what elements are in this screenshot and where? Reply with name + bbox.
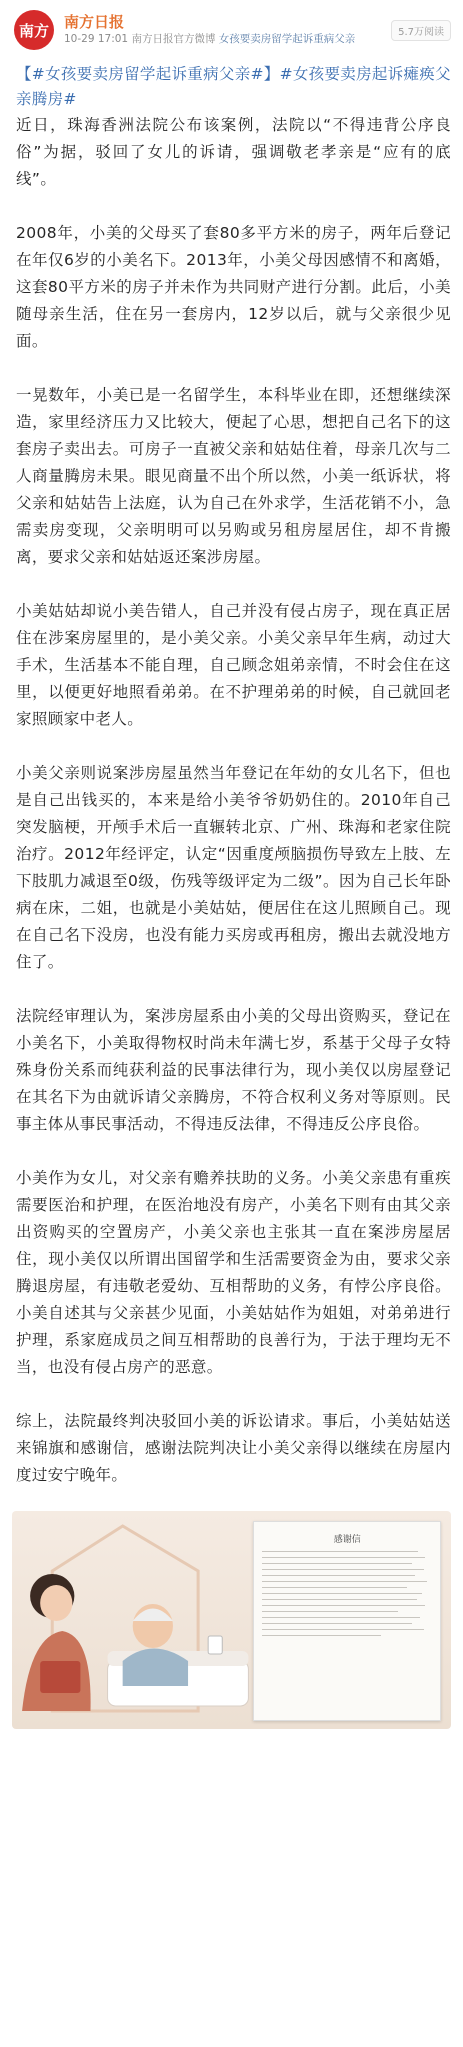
illustration-image [12,1511,253,1729]
post-body [0,62,463,1489]
paragraph-court-ruling: 法院经审理认为，案涉房屋系由小美的父母出资购买，登记在小美名下，小美取得物权时尚未年满七岁，系基于父母子女特殊身份关系而纯获利益的民事法律行为，现小美仅以房屋登记在其名下为由就诉请父亲腾房，不符合权利义务对等原则。民事主体从事民事活动，不得违反法律，不得违反公序良俗。 [16,1007,451,1133]
hashtag-line[interactable]: 【#女孩要卖房留学起诉重病父亲#】#女孩要卖房起诉瘫痪父亲腾房# [16,65,451,108]
paragraph-father: 小美父亲则说案涉房屋虽然当年登记在年幼的女儿名下，但也是自己出钱买的，本来是给小美爷爷奶奶住的。2010年自己突发脑梗，开颅手术后一直辗转北京、广州、珠海和老家住院治疗。2012年经评定，认定“因重度颅脑损伤导致左上肢、左下肢肌力减退至0级，伤残等级评定为二级”。因为自己长年卧病在床，二姐，也就是小美姑姑，便居住在这儿照顾自己。现在自己名下没房，也没有能力买房或再租房，搬出去就没地方住了。 [16,764,451,971]
read-count-badge: 5.7万阅读 [391,20,451,41]
post-time: 10-29 17:01 [64,32,129,45]
account-avatar[interactable]: 南方 [14,10,54,50]
post-header [0,0,463,60]
thank-you-letter [253,1521,441,1721]
post-meta [64,13,355,46]
post-image[interactable] [12,1511,451,1729]
topic-link[interactable]: 女孩要卖房留学起诉重病父亲 [218,32,356,45]
paragraph-background: 2008年，小美的父母买了套80多平方米的房子，两年后登记在年仅6岁的小美名下。2013年，小美父母因感情不和离婚，这套80平方米的房子并未作为共同财产进行分割。此后，小美随母亲生活，住在另一套房内，12岁以后，就与父亲很少见面。 [16,224,451,350]
paragraph-duty: 小美作为女儿，对父亲有赡养扶助的义务。小美父亲患有重疾需要医治和护理，在医治地没有房产，小美名下则有由其父亲出资购买的空置房产，小美父亲也主张其一直在案涉房屋居住，现小美仅以所谓出国留学和生活需要资金为由，要求父亲腾退房屋，有违敬老爱幼、互相帮助的义务，有悖公序良俗。小美自述其与父亲甚少见面，小美姑姑作为姐姐，对弟弟进行护理，系家庭成员之间互相帮助的良善行为，于法于理均无不当，也没有侵占房产的恶意。 [16,1169,451,1376]
paragraph-lawsuit: 一晃数年，小美已是一名留学生，本科毕业在即，还想继续深造，家里经济压力又比较大，便起了心思，想把自己名下的这套房子卖出去。可房子一直被父亲和姑姑住着，母亲几次与二人商量腾房未果。眼见商量不出个所以然，小美一纸诉状，将父亲和姑姑告上法庭，认为自己在外求学，生活花销不小，急需卖房变现，父亲明明可以另购或另租房屋居住，却不肯搬离，要求父亲和姑姑返还案涉房屋。 [16,386,451,566]
paragraph-intro: 近日，珠海香洲法院公布该案例，法院以“不得违背公序良俗”为据，驳回了女儿的诉请，强调敬老孝亲是“应有的底线”。 [16,116,451,188]
account-name[interactable]: 南方日报 [64,13,125,32]
post-subline [64,33,355,47]
paragraph-aunt: 小美姑姑却说小美告错人，自己并没有侵占房子，现在真正居住在涉案房屋里的，是小美父亲。小美父亲早年生病，动过大手术，生活基本不能自理，自己顾念姐弟亲情，不时会住在这里，以便更好地照看弟弟。在不护理弟弟的时候，自己就回老家照顾家中老人。 [16,602,451,728]
illustration-art [12,1511,253,1729]
paragraph-conclusion: 综上，法院最终判决驳回小美的诉讼请求。事后，小美姑姑送来锦旗和感谢信，感谢法院判决让小美父亲得以继续在房屋内度过安宁晚年。 [16,1412,451,1484]
post-source: 南方日报官方微博 [131,32,216,45]
letter-title: 感谢信 [333,1535,361,1545]
